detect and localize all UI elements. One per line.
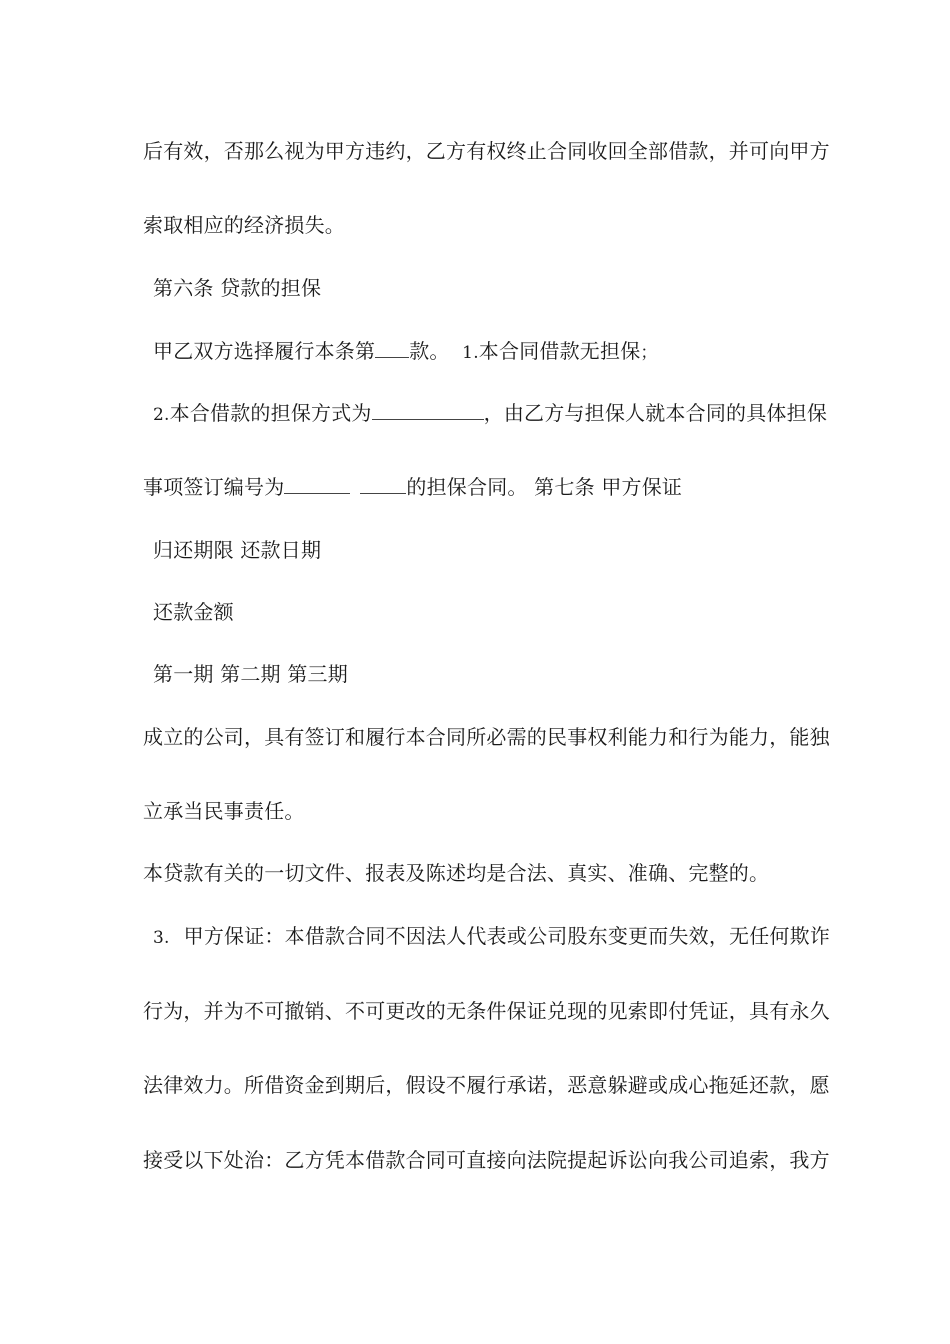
item-number: 3. (153, 928, 170, 948)
paragraph-line (153, 399, 827, 429)
paragraph-line (143, 473, 682, 501)
paragraph-line: 接受以下处治：乙方凭本借款合同可直接向法院提起诉讼向我公司追索，我方 (143, 1148, 830, 1172)
text-segment: 事项签订编号为 (143, 475, 285, 499)
paragraph-line: 后有效，否那么视为甲方违约，乙方有权终止合同收回全部借款，并可向甲方 (143, 139, 830, 163)
paragraph-line (153, 922, 830, 952)
item-number: 1. (462, 343, 479, 363)
paragraph-line: 成立的公司，具有签订和履行本合同所必需的民事权利能力和行为能力，能独 (143, 725, 830, 749)
text-segment: 款。 (409, 339, 450, 363)
section-heading-article-6: 第六条 贷款的担保 (153, 276, 322, 300)
paragraph-line: 归还期限 还款日期 (153, 538, 322, 562)
paragraph-line: 索取相应的经济损失。 (143, 213, 345, 237)
paragraph-line (153, 337, 658, 367)
fill-in-blank (360, 475, 406, 494)
fill-in-blank (284, 475, 350, 494)
text-segment: 甲乙双方选择履行本条第 (153, 339, 376, 363)
paragraph-line: 行为，并为不可撤销、不可更改的无条件保证兑现的见索即付凭证，具有永久 (143, 999, 830, 1023)
item-number: 2. (153, 405, 170, 425)
paragraph-line: 还款金额 (153, 600, 234, 624)
text-segment: ，由乙方与担保人就本合同的具体担保 (483, 401, 828, 425)
text-segment: ； (640, 343, 658, 363)
fill-in-blank (375, 339, 409, 358)
text-segment: 本合借款的担保方式为 (169, 401, 372, 425)
text-segment: 本合同借款无担保 (478, 339, 641, 363)
paragraph-line: 第一期 第二期 第三期 (153, 662, 348, 686)
paragraph-line: 法律效力。所借资金到期后，假设不履行承诺，恶意躲避或成心拖延还款，愿 (143, 1073, 830, 1097)
text-segment: 的担保合同。 第七条 甲方保证 (406, 475, 683, 499)
paragraph-line: 本贷款有关的一切文件、报表及陈述均是合法、真实、准确、完整的。 (143, 861, 770, 885)
text-segment: 甲方保证：本借款合同不因法人代表或公司股东变更而失效，无任何欺诈 (183, 924, 831, 948)
paragraph-line: 立承当民事责任。 (143, 799, 305, 823)
fill-in-blank (372, 401, 484, 420)
